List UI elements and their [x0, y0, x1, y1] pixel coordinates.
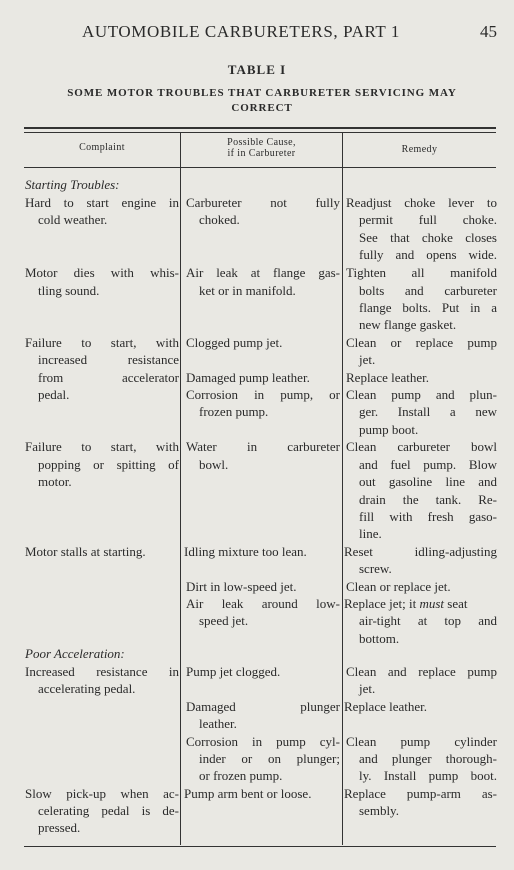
column-divider-2 [342, 133, 343, 845]
cause-line: inder or on plunger; [199, 751, 340, 766]
complaint-line: Hard to start engine in [25, 195, 179, 210]
complaint-line: motor. [38, 474, 72, 489]
remedy-text: seat [444, 596, 468, 611]
remedy-line: fill with fresh gaso- [359, 509, 497, 524]
cause-line: Clogged pump jet. [186, 335, 283, 350]
remedy-line: permit full choke. [359, 212, 497, 227]
remedy-line: Clean or replace jet. [346, 579, 451, 594]
section-heading: Poor Acceleration: [25, 646, 125, 661]
running-title: AUTOMOBILE CARBURETERS, PART 1 [82, 22, 400, 41]
table-caption-line: CORRECT [231, 102, 293, 114]
complaint-line: from accelerator [38, 370, 179, 385]
remedy-line: Clean or replace pump [346, 335, 497, 350]
remedy-line: jet. [359, 681, 376, 696]
header-cause-line: if in Carbureter [227, 148, 296, 159]
complaint-line: accelerating pedal. [38, 681, 136, 696]
complaint-line: popping or spitting of [38, 457, 179, 472]
remedy-line: flange bolts. Put in a [359, 300, 497, 315]
remedy-line: ger. Install a new [359, 404, 497, 419]
remedy-line: line. [359, 526, 382, 541]
complaint-line: Slow pick-up when ac- [25, 786, 179, 801]
remedy-line: ly. Install pump boot. [359, 768, 497, 783]
cause-line: ket or in manifold. [199, 283, 296, 298]
complaint-line: cold weather. [38, 212, 108, 227]
remedy-line: air-tight at top and [359, 613, 497, 628]
header-complaint: Complaint [79, 142, 125, 153]
header-remedy: Remedy [401, 144, 438, 155]
remedy-line: Replace leather. [344, 699, 428, 714]
table-bottom-rule [24, 846, 496, 847]
remedy-text: Replace jet; it [344, 596, 420, 611]
cause-line: speed jet. [199, 613, 249, 628]
table-caption-line: SOME MOTOR TROUBLES THAT CARBURETER SERVICING MAY [67, 87, 457, 99]
remedy-line: and plunger thorough- [359, 751, 497, 766]
complaint-line: pressed. [38, 820, 81, 835]
cause-line: Dirt in low-speed jet. [186, 579, 297, 594]
remedy-line: See that choke closes [359, 230, 497, 245]
remedy-line: Readjust choke lever to [346, 195, 497, 210]
cause-line: frozen pump. [199, 404, 269, 419]
remedy-line: Clean carbureter bowl [346, 439, 497, 454]
cause-line: Corrosion in pump cyl- [186, 734, 340, 749]
remedy-line: pump boot. [359, 422, 419, 437]
remedy-line: Clean and replace pump [346, 664, 497, 679]
cause-line: or frozen pump. [199, 768, 283, 783]
remedy-line: drain the tank. Re- [359, 492, 497, 507]
cause-line: Carbureter not fully [186, 195, 340, 210]
remedy-line: and fuel pump. Blow [359, 457, 497, 472]
complaint-line: Failure to start, with [25, 439, 179, 454]
cause-line: Damaged plunger [186, 699, 340, 714]
table-top-rule-thin [24, 132, 496, 133]
remedy-line: Clean pump cylinder [346, 734, 497, 749]
cause-line: Water in carbureter [186, 439, 340, 454]
section-heading: Starting Troubles: [25, 177, 120, 192]
remedy-line: jet. [359, 352, 376, 367]
remedy-line: Replace leather. [346, 370, 430, 385]
remedy-line: new flange gasket. [359, 317, 457, 332]
remedy-line: Clean pump and plun- [346, 387, 497, 402]
complaint-line: Increased resistance in [25, 664, 179, 679]
cause-line: Corrosion in pump, or [186, 387, 340, 402]
table-label: TABLE I [227, 62, 287, 77]
table-top-rule [24, 127, 496, 129]
cause-line: Pump arm bent or loose. [184, 786, 312, 801]
cause-line: Air leak around low- [186, 596, 340, 611]
remedy-line: out gasoline line and [359, 474, 497, 489]
cause-line: Idling mixture too lean. [184, 544, 307, 559]
remedy-line: fully and opens wide. [359, 247, 497, 262]
cause-line: Air leak at flange gas- [186, 265, 340, 280]
remedy-line [344, 595, 467, 613]
remedy-line: Tighten all manifold [346, 265, 497, 280]
cause-line: leather. [199, 716, 237, 731]
remedy-line: screw. [359, 561, 392, 576]
page-header [0, 22, 514, 46]
complaint-line: Failure to start, with [25, 335, 179, 350]
complaint-line: celerating pedal is de- [38, 803, 179, 818]
cause-line: choked. [199, 212, 240, 227]
table-caption [40, 86, 484, 116]
header-possible-cause [181, 137, 342, 159]
complaint-line: tling sound. [38, 283, 100, 298]
column-divider-1 [180, 133, 181, 845]
remedy-emphasis: must [419, 596, 445, 611]
header-bottom-rule [24, 167, 496, 168]
header-cause-line: Possible Cause, [227, 137, 296, 148]
remedy-line: sembly. [359, 803, 399, 818]
remedy-line: Replace pump-arm as- [344, 786, 497, 801]
page-number: 45 [480, 22, 497, 41]
complaint-line: Motor dies with whis- [25, 265, 179, 280]
complaint-line: Motor stalls at starting. [25, 544, 146, 559]
remedy-line: bottom. [359, 631, 400, 646]
cause-line: bowl. [199, 457, 229, 472]
remedy-line: bolts and carbureter [359, 283, 497, 298]
cause-line: Pump jet clogged. [186, 664, 281, 679]
cause-line: Damaged pump leather. [186, 370, 310, 385]
complaint-line: pedal. [38, 387, 70, 402]
remedy-line: Reset idling-adjusting [344, 544, 497, 559]
complaint-line: increased resistance [38, 352, 179, 367]
